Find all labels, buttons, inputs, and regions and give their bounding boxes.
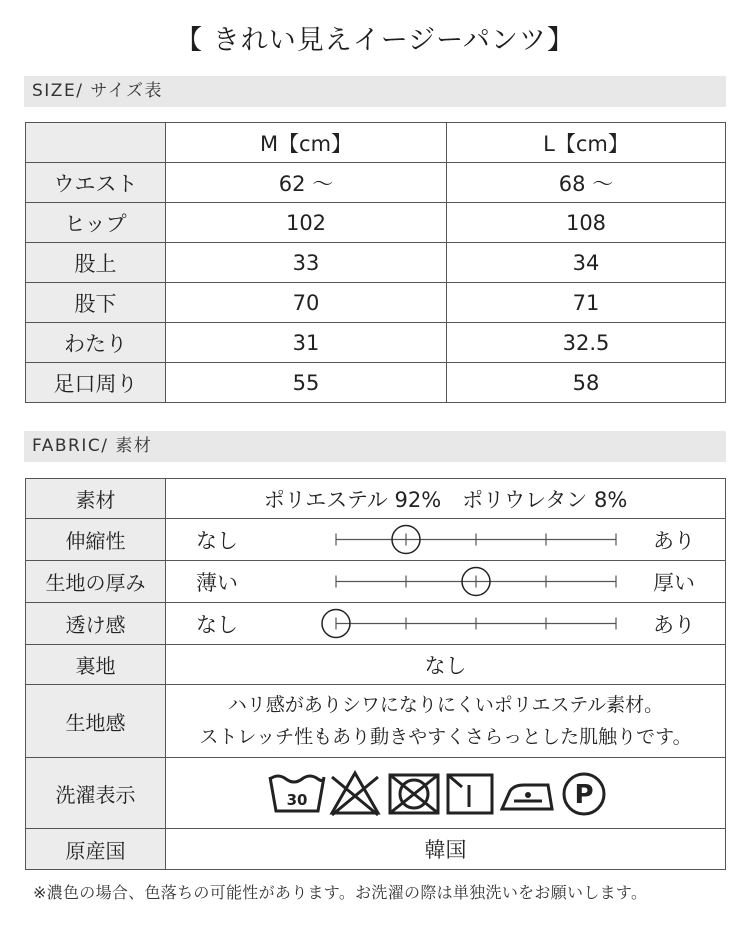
care-symbols-graphic <box>266 767 626 819</box>
material-label: 素材 <box>26 479 166 519</box>
size-cell-m: 62 ～ <box>166 163 447 203</box>
thickness-scale-graphic <box>266 561 646 602</box>
size-row-label: わたり <box>26 323 166 363</box>
scale-right-label: あり <box>653 528 695 553</box>
size-cell-m: 55 <box>166 363 447 403</box>
size-cell-l: 32.5 <box>447 323 726 363</box>
thickness-scale <box>166 561 725 602</box>
no-bleach-icon <box>332 773 378 815</box>
scale-row-stretch <box>26 519 726 561</box>
scale-label: 生地の厚み <box>26 561 166 603</box>
size-cell-l: 68 ～ <box>447 163 726 203</box>
size-cell-l: 108 <box>447 203 726 243</box>
scale-row-thickness <box>26 561 726 603</box>
footnote: ※濃色の場合、色落ちの可能性があります。お洗濯の際は単独洗いをお願いします。 <box>33 883 648 902</box>
feel-description <box>166 685 726 758</box>
origin-label: 原産国 <box>26 829 166 870</box>
lining-label: 裏地 <box>26 645 166 685</box>
scale-label: 伸縮性 <box>26 519 166 561</box>
scale-left-label: なし <box>196 612 238 637</box>
size-cell-m: 102 <box>166 203 447 243</box>
feel-row <box>26 685 726 758</box>
care-row <box>26 758 726 829</box>
origin-value: 韓国 <box>166 829 726 870</box>
sheerness-scale-graphic <box>266 603 646 644</box>
scale-left-label: 薄い <box>196 570 238 595</box>
dry-clean-letter: P <box>573 780 594 810</box>
size-cell-l: 34 <box>447 243 726 283</box>
size-table <box>25 122 726 403</box>
size-row-label: 足口周り <box>26 363 166 403</box>
size-cell-l: 58 <box>447 363 726 403</box>
size-cell-m: 31 <box>166 323 447 363</box>
size-header-l: L【cm】 <box>447 123 726 163</box>
care-symbols <box>166 758 726 829</box>
scale-left-label: なし <box>196 528 238 553</box>
size-header-m: M【cm】 <box>166 123 447 163</box>
size-section-heading: SIZE/ サイズ表 <box>24 76 726 107</box>
scale-right-label: あり <box>653 612 695 637</box>
table-row <box>26 323 726 363</box>
origin-row <box>26 829 726 870</box>
size-header-empty <box>26 123 166 163</box>
scale-right-label: 厚い <box>653 570 695 595</box>
size-cell-m: 70 <box>166 283 447 323</box>
wash-30-icon <box>270 776 324 811</box>
fabric-section-heading: FABRIC/ 素材 <box>24 431 726 462</box>
fabric-table <box>25 478 726 870</box>
iron-low-icon <box>502 785 552 809</box>
table-row <box>26 243 726 283</box>
scale-label: 透け感 <box>26 603 166 645</box>
sheerness-scale <box>166 603 725 644</box>
page-title: 【 きれい見えイージーパンツ】 <box>175 25 575 56</box>
material-row <box>26 479 726 519</box>
dry-clean-p-icon <box>564 774 604 814</box>
scale-row-sheerness <box>26 603 726 645</box>
line-dry-shade-icon <box>448 775 492 813</box>
lining-value: なし <box>166 645 726 685</box>
wash-temp-text: 30 <box>286 791 307 809</box>
table-row <box>26 363 726 403</box>
care-label: 洗濯表示 <box>26 758 166 829</box>
size-row-label: 股上 <box>26 243 166 283</box>
size-cell-l: 71 <box>447 283 726 323</box>
table-row <box>26 163 726 203</box>
size-cell-m: 33 <box>166 243 447 283</box>
material-value: ポリエステル 92% ポリウレタン 8% <box>166 479 726 519</box>
size-row-label: 股下 <box>26 283 166 323</box>
size-row-label: ヒップ <box>26 203 166 243</box>
size-row-label: ウエスト <box>26 163 166 203</box>
feel-line-1: ハリ感がありシワになりにくいポリエステル素材。 <box>227 694 664 716</box>
feel-label: 生地感 <box>26 685 166 758</box>
table-row <box>26 203 726 243</box>
lining-row <box>26 645 726 685</box>
stretch-scale-graphic <box>266 519 646 560</box>
table-row <box>26 283 726 323</box>
stretch-scale <box>166 519 725 560</box>
size-header-row <box>26 123 726 163</box>
no-tumble-dry-icon <box>390 775 438 813</box>
feel-line-2: ストレッチ性もあり動きやすくさらっとした肌触りです。 <box>199 726 692 748</box>
